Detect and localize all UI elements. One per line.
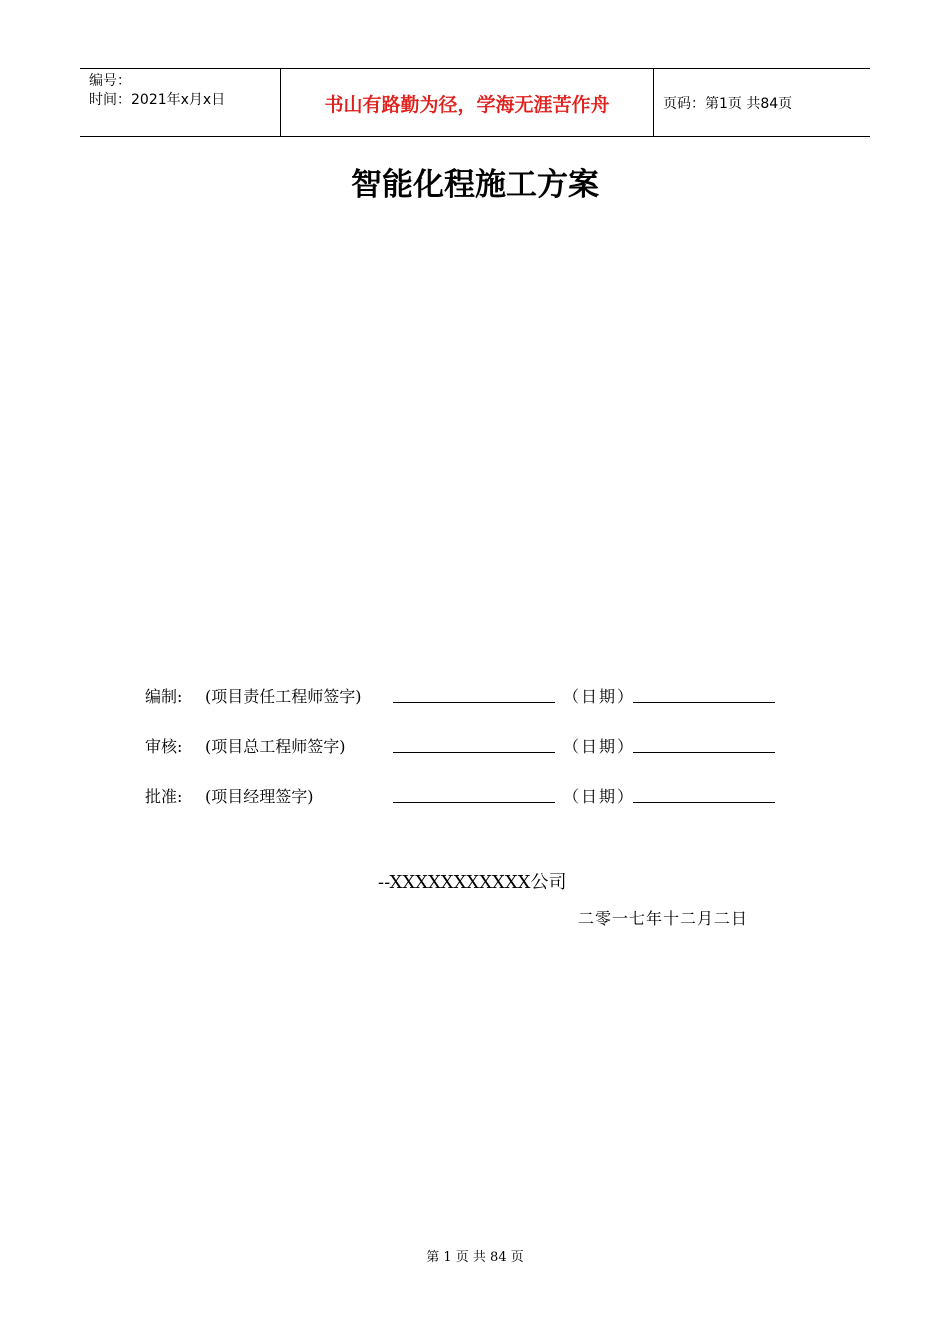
- document-number-label: 编号：: [89, 73, 131, 89]
- signature-row-approve: [145, 780, 785, 810]
- signature-role: (项目总工程师签字): [205, 737, 346, 756]
- signature-row-compile: [145, 680, 785, 710]
- date-line[interactable]: [633, 752, 775, 753]
- signature-row-review: [145, 730, 785, 760]
- signature-label: 编制:: [145, 687, 183, 706]
- signature-line[interactable]: [393, 702, 555, 703]
- signature-label: 批准:: [145, 787, 183, 806]
- signature-label: 审核:: [145, 737, 183, 756]
- date-label: （日期）: [563, 787, 636, 806]
- page-footer: 第 1 页 共 84 页: [426, 1250, 524, 1265]
- company-name: --XXXXXXXXXXX公司: [378, 872, 567, 893]
- document-time-label: 时间：2021年x月x日: [89, 92, 226, 108]
- header-motto: 书山有路勤为径，学海无涯苦作舟: [324, 94, 610, 116]
- date-line[interactable]: [633, 802, 775, 803]
- signature-role: (项目责任工程师签字): [205, 687, 362, 706]
- signature-role: (项目经理签字): [205, 787, 314, 806]
- date-label: （日期）: [563, 737, 636, 756]
- document-title: 智能化程施工方案: [351, 167, 599, 203]
- header-page-info: 页码：第1页 共84页: [663, 96, 793, 112]
- header-motto-cell: [281, 69, 654, 136]
- header-page-cell: [654, 69, 870, 136]
- date-label: （日期）: [563, 687, 636, 706]
- document-date: 二零一七年十二月二日: [578, 909, 749, 928]
- header-meta-cell: [80, 69, 281, 136]
- page-header: [80, 68, 870, 137]
- signature-line[interactable]: [393, 752, 555, 753]
- date-line[interactable]: [633, 702, 775, 703]
- signature-line[interactable]: [393, 802, 555, 803]
